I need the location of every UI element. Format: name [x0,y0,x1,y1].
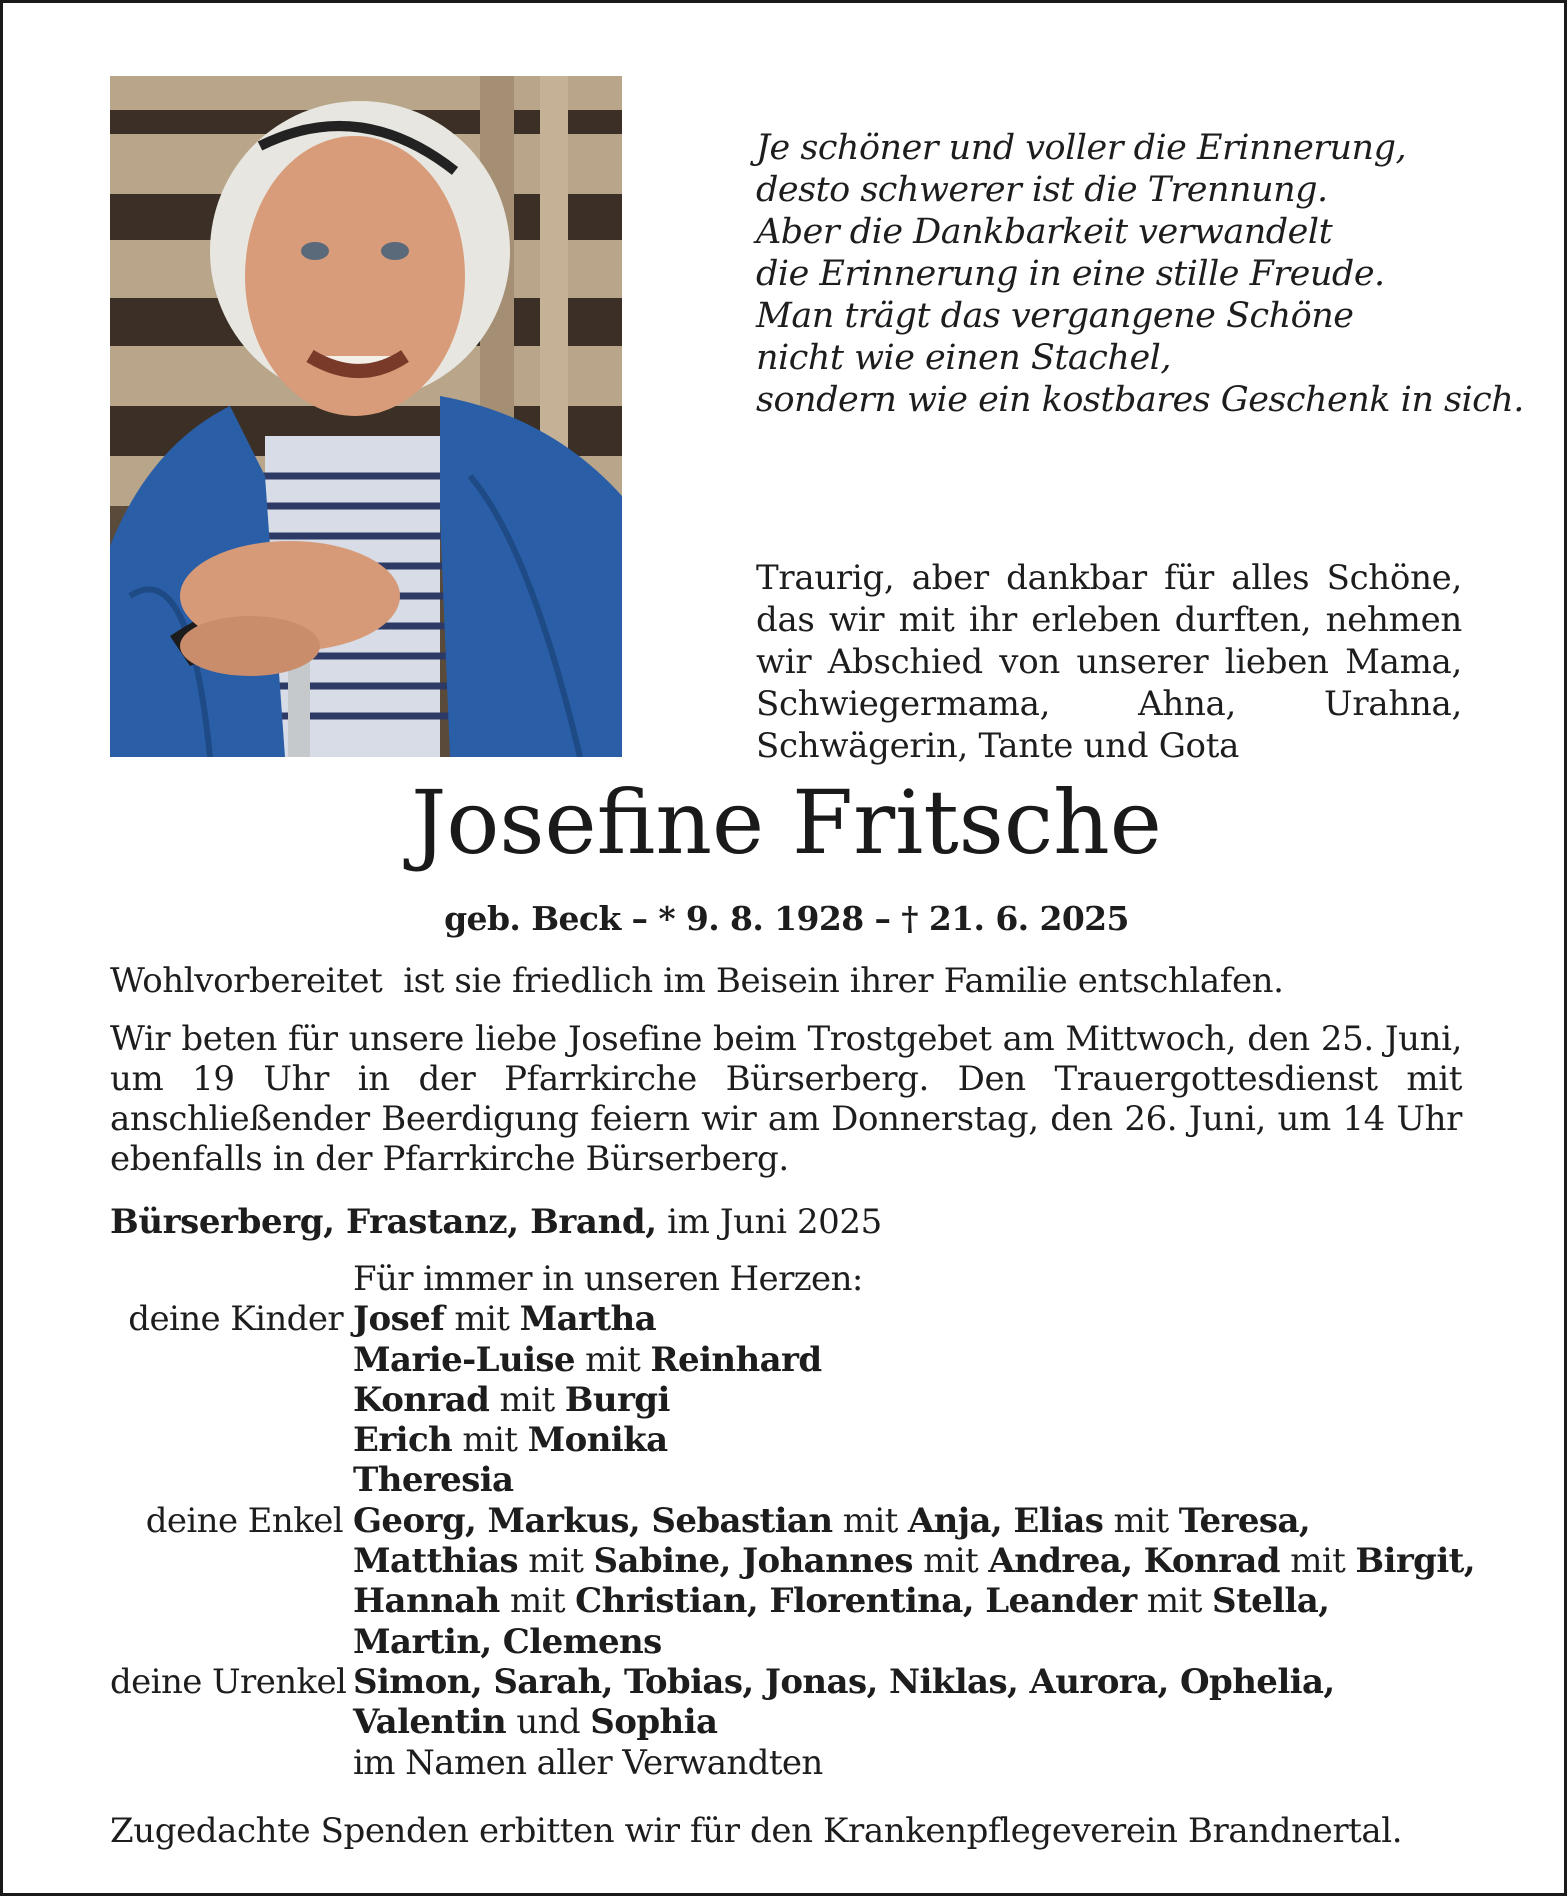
family-name: Monika [527,1420,668,1461]
family-row-continued [110,1541,1510,1581]
family-connector: mit [832,1500,908,1541]
family-row-urenkel [110,1662,1510,1702]
family-row-continued [110,1622,1510,1662]
family-heading-row [110,1259,1510,1299]
family-connector: mit [452,1420,528,1461]
family-heading: Für immer in unseren Herzen: [353,1259,863,1299]
family-label-urenkel: deine Urenkel [110,1661,347,1702]
family-name: Christian, Florentina, Leander [575,1581,1137,1622]
family-row-enkel [110,1501,1510,1541]
family-names [353,1662,1510,1702]
poem-line: sondern wie ein kostbares Geschenk in sich. [756,380,1524,420]
family-connector: mit [489,1379,565,1420]
family-name: Teresa, [1178,1500,1311,1541]
family-name: Marie-Luise [353,1339,575,1380]
family-name: Georg, Markus, Sebastian [353,1500,833,1541]
family-name: Josef [353,1299,445,1340]
family-connector: mit [444,1299,520,1340]
family-name: Birgit, [1355,1541,1475,1582]
family-connector: mit [574,1339,651,1380]
poem-line: desto schwerer ist die Trennung. [756,170,1328,210]
family-name: Matthias [353,1541,519,1582]
family-connector: mit [1279,1541,1356,1582]
family-connector: mit [912,1541,989,1582]
family-label-kinder: deine Kinder [128,1299,343,1340]
family-names [353,1622,1510,1662]
place-and-date [110,1202,1462,1242]
portrait-photo [110,76,622,757]
family-name: Konrad [353,1379,490,1420]
deceased-name: Josefine Fritsche [411,771,1162,874]
donation-note: Zugedachte Spenden erbitten wir für den Krankenpflegeverein Brandnertal. [110,1811,1403,1851]
family-name: Theresia [353,1460,514,1501]
family-row-continued [110,1702,1510,1742]
family-label-enkel: deine Enkel [145,1500,343,1541]
family-name: Martin, Clemens [353,1621,662,1662]
family-row-continued [110,1340,1510,1380]
intro-text: Traurig, aber dankbar für alles Schöne, das wir mit ihr erleben durften, nehmen wir Abschied von unserer lieben Mama, Schwiegermama, Ahna, Urahna, Schwägerin, Tante und Gota [756,558,1462,766]
family-urenkel-more [110,1702,1510,1742]
family-name: Sophia [590,1702,718,1743]
family-kinder-more [110,1340,1510,1501]
family-name: Reinhard [650,1339,822,1380]
family-names [353,1581,1510,1621]
family-row-continued [110,1581,1510,1621]
family-name: Martha [519,1299,657,1340]
family-names [353,1460,1510,1500]
family-names [353,1420,1510,1460]
family-closing-row [110,1743,1510,1783]
memorial-poem [756,127,1524,421]
family-name: Burgi [564,1379,670,1420]
family-connector: mit [1136,1581,1213,1622]
family-enkel-more [110,1541,1510,1662]
family-names [353,1340,1510,1380]
poem-line: Man trägt das vergangene Schöne [756,296,1354,336]
family-names [353,1541,1510,1581]
poem-line: die Erinnerung in eine stille Freude. [756,254,1385,294]
family-name: Simon, Sarah, Tobias, Jonas, Niklas, Aurora, Ophelia, [353,1661,1335,1702]
place-towns: Bürserberg, Frastanz, Brand, [110,1202,657,1242]
family-name: Anja, Elias [907,1500,1104,1541]
family-names [353,1380,1510,1420]
family-name: Stella, [1212,1581,1330,1622]
family-name: Andrea, Konrad [988,1541,1280,1582]
family-connector: mit [518,1541,594,1582]
poem-line: nicht wie einen Stachel, [756,338,1171,378]
family-names [353,1299,1510,1339]
family-name: Hannah [353,1581,500,1622]
poem-line: Je schöner und voller die Erinnerung, [756,128,1407,168]
family-closing: im Namen aller Verwandten [353,1742,823,1783]
family-row-continued [110,1420,1510,1460]
service-details: Wir beten für unsere liebe Josefine beim Trostgebet am Mittwoch, den 25. Juni, um 19 Uhr in der Pfarrkirche Bürserberg. Den Trauergottesdienst mit anschließender Beerdigung feiern wir am Donnerstag, den 26. Juni, um 14 Uhr ebenfalls in der Pfarrkirche Bürserberg. [110,1019,1462,1179]
family-row-continued [110,1460,1510,1500]
family-row-continued [110,1380,1510,1420]
place-date: im Juni 2025 [667,1202,882,1242]
family-connector: mit [499,1581,576,1622]
poem-line: Aber die Dankbarkeit verwandelt [756,212,1333,252]
family-names [353,1702,1510,1742]
family-connector: und [506,1702,591,1743]
family-name: Erich [353,1420,453,1461]
family-row-kinder [110,1299,1510,1339]
family-list [110,1259,1510,1783]
birth-death-dates: geb. Beck – * 9. 8. 1928 – † 21. 6. 2025 [444,899,1129,938]
passing-statement: Wohlvorbereitet ist sie friedlich im Beisein ihrer Familie entschlafen. [110,961,1284,1001]
family-name: Valentin [353,1702,507,1743]
family-names [353,1501,1510,1541]
family-connector: mit [1103,1500,1179,1541]
portrait-illustration [110,76,622,757]
family-name: Sabine, Johannes [593,1541,913,1582]
